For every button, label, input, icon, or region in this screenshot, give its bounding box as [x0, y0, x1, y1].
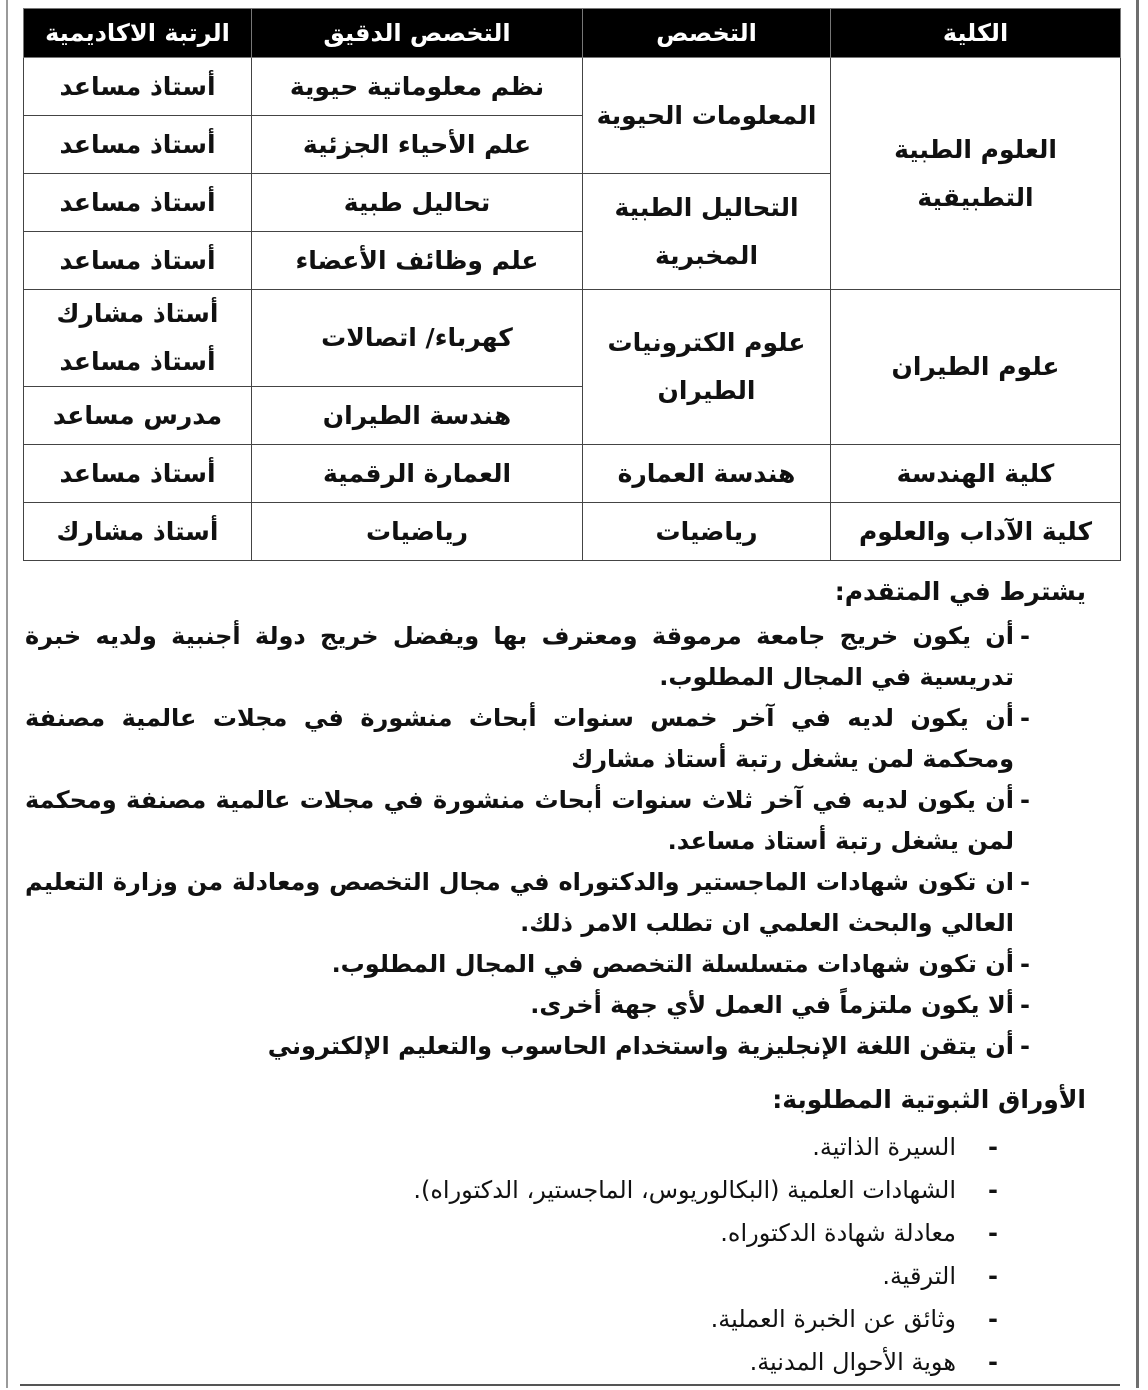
page-edge-left [6, 0, 8, 1388]
rank-cell: أستاذ مشارك [24, 503, 252, 561]
documents-list [156, 1126, 998, 1384]
list-item [156, 1298, 998, 1341]
specialization-cell: التحاليل الطبية المخبرية [583, 174, 831, 290]
list-item [25, 698, 1030, 780]
sub-specialization-cell: تحاليل طبية [252, 174, 583, 232]
header-academic-rank: الرتبة الاكاديمية [24, 9, 252, 58]
page-edge-right [1136, 0, 1139, 1388]
dash-bullet: - [988, 1219, 998, 1247]
table-row [24, 503, 1121, 561]
positions-table [23, 8, 1121, 561]
sub-specialization-cell: نظم معلوماتية حيوية [252, 58, 583, 116]
condition-text: ان تكون شهادات الماجستير والدكتوراه في مجال التخصص ومعادلة من وزارة التعليم العالي والبحث العلمي ان تطلب الامر ذلك. [25, 868, 1014, 937]
document-text: معادلة شهادة الدكتوراه. [720, 1219, 956, 1247]
list-item [156, 1169, 998, 1212]
document-text: وثائق عن الخبرة العملية. [710, 1305, 956, 1333]
header-specialization: التخصص [583, 9, 831, 58]
documents-heading: الأوراق الثبوتية المطلوبة: [772, 1085, 1086, 1114]
rank-cell: أستاذ مساعد [24, 58, 252, 116]
college-cell: كلية الآداب والعلوم [831, 503, 1121, 561]
dash-bullet: - [988, 1262, 998, 1290]
dash-bullet: - [988, 1133, 998, 1161]
rank-cell: مدرس مساعد [24, 387, 252, 445]
rank-cell: أستاذ مساعد [24, 232, 252, 290]
condition-text: أن يتقن اللغة الإنجليزية واستخدام الحاسوب والتعليم الإلكتروني [267, 1032, 1014, 1060]
conditions-list [25, 616, 1030, 1067]
condition-text: أن تكون شهادات متسلسلة التخصص في المجال المطلوب. [331, 950, 1014, 978]
condition-text: أن يكون خريج جامعة مرموقة ومعترف بها ويفضل خريج دولة أجنبية ولديه خبرة تدريسية في المجال المطلوب. [25, 622, 1014, 691]
rank-cell: أستاذ مساعد [24, 174, 252, 232]
dash-bullet: - [1020, 950, 1030, 978]
list-item [25, 780, 1030, 862]
document-text: السيرة الذاتية. [812, 1133, 956, 1161]
document-text: الترقية. [882, 1262, 956, 1290]
table-row [24, 445, 1121, 503]
list-item [25, 1026, 1030, 1067]
list-item [25, 616, 1030, 698]
rank-line: أستاذ مساعد [59, 347, 216, 376]
rank-cell: أستاذ مساعد [24, 116, 252, 174]
specialization-cell: رياضيات [583, 503, 831, 561]
dash-bullet: - [1020, 786, 1030, 814]
rank-cell: أستاذ مساعد [24, 445, 252, 503]
condition-text: أن يكون لديه في آخر ثلاث سنوات أبحاث منشورة في مجلات عالمية مصنفة ومحكمة لمن يشغل رتبة أستاذ مساعد. [25, 786, 1014, 855]
dash-bullet: - [1020, 991, 1030, 1019]
table-row [24, 58, 1121, 116]
sub-specialization-cell: العمارة الرقمية [252, 445, 583, 503]
document-text: الشهادات العلمية (البكالوريوس، الماجستير، الدكتوراه). [413, 1176, 956, 1204]
sub-specialization-cell: علم الأحياء الجزئية [252, 116, 583, 174]
list-item [156, 1212, 998, 1255]
dash-bullet: - [988, 1305, 998, 1333]
list-item [25, 944, 1030, 985]
condition-text: ألا يكون ملتزماً في العمل لأي جهة أخرى. [530, 991, 1014, 1019]
dash-bullet: - [1020, 704, 1030, 732]
specialization-cell: علوم الكترونيات الطيران [583, 290, 831, 445]
specialization-cell: هندسة العمارة [583, 445, 831, 503]
table-header-row [24, 9, 1121, 58]
college-cell: العلوم الطبية التطبيقية [831, 58, 1121, 290]
header-college: الكلية [831, 9, 1121, 58]
college-cell: كلية الهندسة [831, 445, 1121, 503]
dash-bullet: - [988, 1348, 998, 1376]
sub-specialization-cell: كهرباء/ اتصالات [252, 290, 583, 387]
sub-specialization-cell: رياضيات [252, 503, 583, 561]
list-item [156, 1255, 998, 1298]
specialization-cell: المعلومات الحيوية [583, 58, 831, 174]
list-item [25, 985, 1030, 1026]
conditions-heading: يشترط في المتقدم: [834, 577, 1086, 606]
document-text: هوية الأحوال المدنية. [749, 1348, 956, 1376]
dash-bullet: - [1020, 1032, 1030, 1060]
rank-cell [24, 290, 252, 387]
header-sub-specialization: التخصص الدقيق [252, 9, 583, 58]
college-cell: علوم الطيران [831, 290, 1121, 445]
rank-line: أستاذ مشارك [56, 299, 219, 328]
table-row [24, 290, 1121, 387]
sub-specialization-cell: هندسة الطيران [252, 387, 583, 445]
sub-specialization-cell: علم وظائف الأعضاء [252, 232, 583, 290]
dash-bullet: - [1020, 868, 1030, 896]
dash-bullet: - [1020, 622, 1030, 650]
list-item [25, 862, 1030, 944]
dash-bullet: - [988, 1176, 998, 1204]
list-item [156, 1126, 998, 1169]
cropped-text-line [20, 1378, 1120, 1390]
condition-text: أن يكون لديه في آخر خمس سنوات أبحاث منشورة في مجلات عالمية مصنفة ومحكمة لمن يشغل رتبة أستاذ مشارك [25, 704, 1014, 773]
